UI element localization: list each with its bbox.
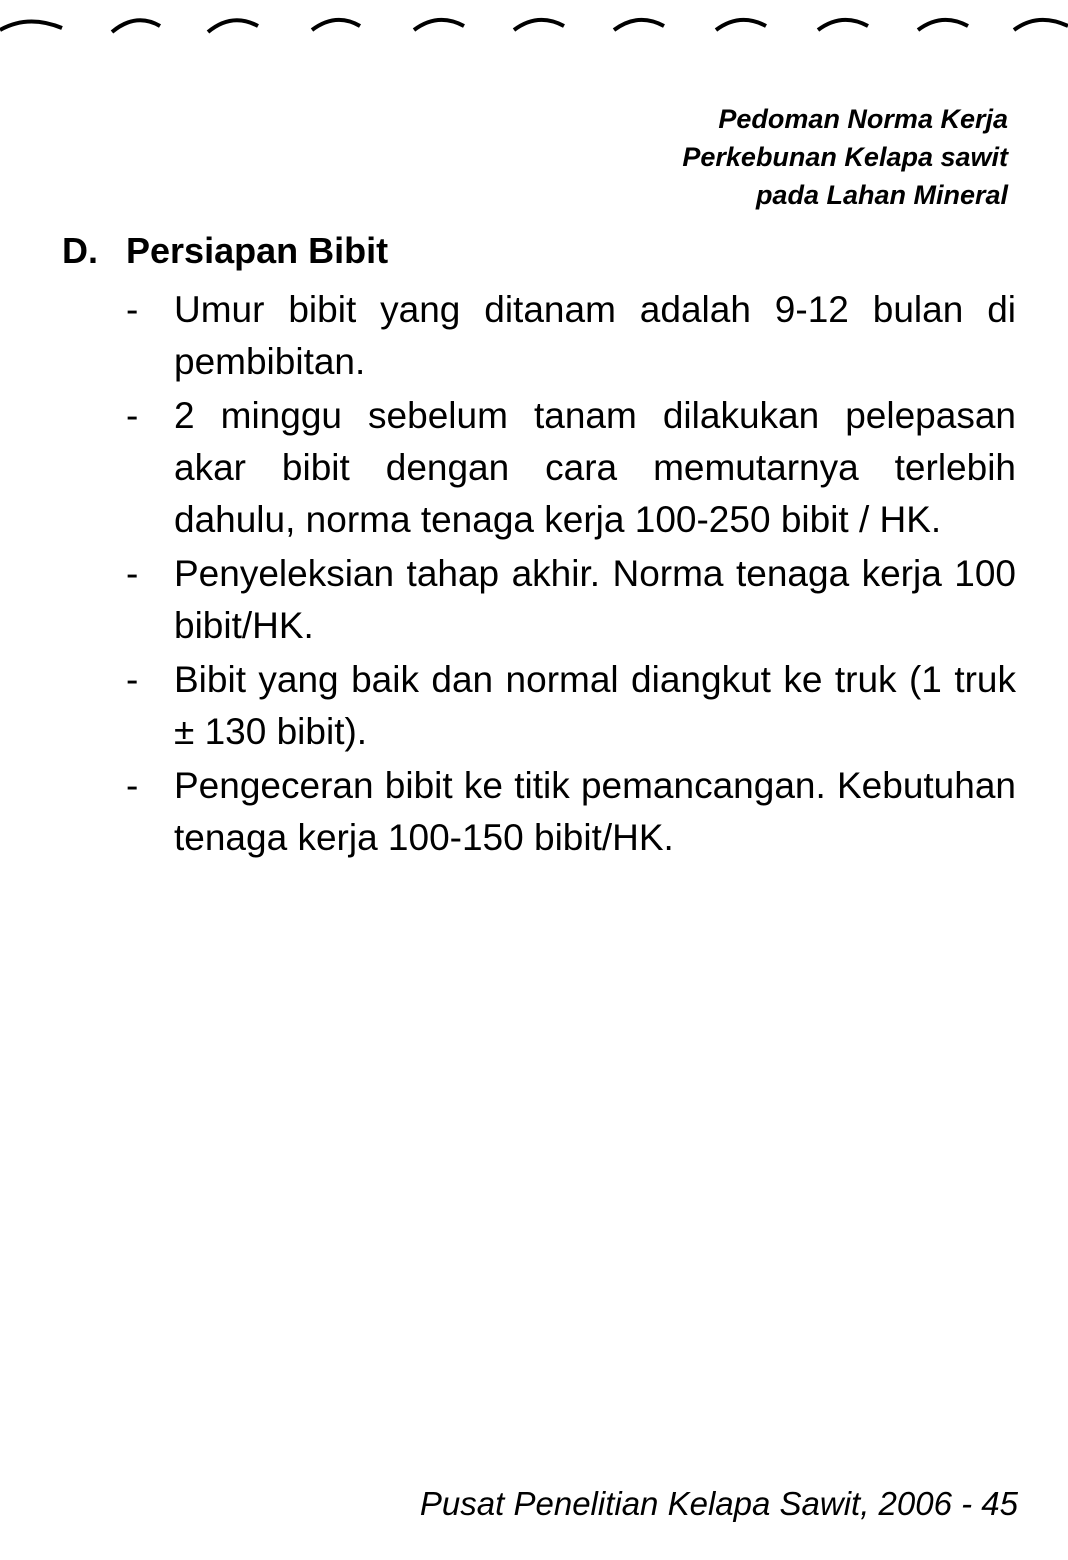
- running-header-line: pada Lahan Mineral: [755, 180, 1008, 210]
- list-item: [126, 654, 1016, 758]
- binding-hole-mark: [0, 21, 62, 30]
- bullet-dash: -: [126, 765, 139, 806]
- binding-hole-mark: [818, 20, 868, 30]
- bullet-dash: -: [126, 395, 139, 436]
- binding-hole-mark: [112, 20, 160, 32]
- binding-hole-mark: [414, 20, 464, 30]
- page-footer: [420, 1482, 1018, 1526]
- list-item: [126, 390, 1016, 546]
- binding-hole-mark: [716, 20, 766, 30]
- list-item-text: Penyeleksian tahap akhir. Norma tenaga kerja 100 bibit/HK.: [174, 553, 1016, 646]
- running-header-line: Perkebunan Kelapa sawit: [682, 142, 1008, 172]
- bullet-list: [126, 284, 1016, 866]
- section-heading: [62, 226, 388, 276]
- list-item: [126, 548, 1016, 652]
- list-item: [126, 284, 1016, 388]
- binding-hole-mark: [514, 20, 564, 30]
- binding-hole-mark: [1014, 20, 1068, 30]
- list-item: [126, 760, 1016, 864]
- footer-source: Pusat Penelitian Kelapa Sawit, 2006: [419, 1485, 952, 1522]
- list-item-text: Bibit yang baik dan normal diangkut ke truk (1 truk ± 130 bibit).: [174, 659, 1016, 752]
- bullet-dash: -: [126, 289, 139, 330]
- binding-hole-mark: [614, 20, 664, 30]
- bullet-dash: -: [126, 553, 139, 594]
- binding-hole-mark: [312, 20, 360, 30]
- binding-hole-mark: [208, 20, 258, 32]
- running-header: [682, 100, 1008, 214]
- list-item-text: Pengeceran bibit ke titik pemancangan. Kebutuhan tenaga kerja 100-150 bibit/HK.: [174, 765, 1016, 858]
- section-letter: D.: [62, 230, 98, 271]
- list-item-text: 2 minggu sebelum tanam dilakukan pelepasan akar bibit dengan cara memutarnya terlebih dahulu, norma tenaga kerja 100-250 bibit / HK.: [174, 395, 1016, 540]
- section-title: Persiapan Bibit: [126, 230, 389, 271]
- running-header-line: Pedoman Norma Kerja: [718, 104, 1008, 134]
- bullet-dash: -: [126, 659, 139, 700]
- page-number: - 45: [961, 1485, 1018, 1522]
- binding-hole-mark: [918, 20, 968, 30]
- list-item-text: Umur bibit yang ditanam adalah 9-12 bulan di pembibitan.: [174, 289, 1016, 382]
- binding-holes: [0, 0, 1068, 50]
